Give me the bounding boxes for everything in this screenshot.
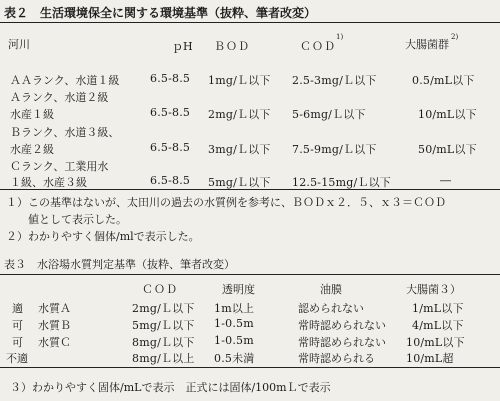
oil-film-value: 常時認められる bbox=[298, 352, 375, 365]
table2-header-coliform-note: 2) bbox=[451, 33, 459, 41]
coliform-value: 10/mL超 bbox=[406, 352, 454, 365]
cod-value: 2mg/Ｌ以下 bbox=[132, 302, 195, 315]
transparency-value: 1m以上 bbox=[214, 302, 255, 315]
ph-value: 6.5-8.5 bbox=[150, 174, 191, 187]
judgement-label: 不適 bbox=[6, 352, 28, 365]
transparency-value: 1-0.5m bbox=[214, 334, 254, 347]
water-quality-label: 水質Ａ bbox=[38, 302, 71, 315]
table2-bottom-rule bbox=[0, 189, 500, 190]
cod-value: 8mg/Ｌ以下 bbox=[132, 336, 195, 349]
judgement-label: 適 bbox=[12, 302, 23, 315]
table3-header-cod: ＣＯＤ bbox=[142, 283, 178, 296]
cod-value: 7.5-9mg/Ｌ以下 bbox=[292, 143, 377, 156]
coliform-value: 4/mL以下 bbox=[412, 319, 464, 332]
transparency-value: 0.5未満 bbox=[214, 352, 255, 365]
ph-value: 6.5-8.5 bbox=[150, 72, 191, 85]
river-class-label-line2: １級、水産３級 bbox=[10, 176, 87, 189]
table2-header-cod: ＣＯＤ bbox=[300, 40, 336, 53]
table2-note: 値として表示した。 bbox=[6, 213, 127, 226]
table3-top-rule bbox=[0, 274, 500, 275]
coliform-value: 0.5/mL以下 bbox=[412, 74, 475, 87]
cod-value: 5-6mg/Ｌ以下 bbox=[292, 108, 366, 121]
coliform-value: ― bbox=[440, 174, 451, 187]
cod-value: 2.5-3mg/Ｌ以下 bbox=[292, 74, 377, 87]
cod-value: 12.5-15mg/Ｌ以下 bbox=[292, 176, 391, 189]
table3-bottom-rule bbox=[0, 367, 500, 368]
river-class-label: Ａランク、水道２級 bbox=[10, 91, 109, 104]
table2-header-cod-note: 1) bbox=[336, 33, 344, 41]
river-class-label-line2: 水産２級 bbox=[10, 143, 54, 156]
coliform-value: 10/mL以下 bbox=[418, 108, 477, 121]
coliform-value: 1/mL以下 bbox=[412, 302, 464, 315]
table3-header-oil: 油膜 bbox=[320, 283, 342, 296]
ph-value: 6.5-8.5 bbox=[150, 106, 191, 119]
table3-title: 表３ 水浴場水質判定基準（抜粋、筆者改変） bbox=[4, 258, 235, 271]
judgement-label: 可 bbox=[12, 319, 23, 332]
river-class-label: Ｃランク、工業用水 bbox=[10, 160, 109, 173]
water-quality-label: 水質Ｂ bbox=[38, 319, 71, 332]
table3-header-coliform: 大腸菌３） bbox=[406, 283, 461, 296]
table2-note: ２）わかりやすく個体/mlで表示した。 bbox=[6, 230, 200, 243]
table3-note: ３）わかりやすく固体/mLで表示 正式には固体/100mＬで表示 bbox=[10, 381, 331, 394]
oil-film-value: 常時認められない bbox=[298, 336, 386, 349]
coliform-value: 10/mL以下 bbox=[406, 336, 465, 349]
table2-header-ph: ｐH bbox=[172, 40, 193, 53]
cod-value: 5mg/Ｌ以下 bbox=[132, 319, 195, 332]
bod-value: 1mg/Ｌ以下 bbox=[208, 74, 271, 87]
table3-header-transparency: 透明度 bbox=[222, 283, 255, 296]
bod-value: 2mg/Ｌ以下 bbox=[208, 108, 271, 121]
table2-title: 表２ 生活環境保全に関する環境基準（抜粋、筆者改変） bbox=[4, 6, 317, 20]
water-quality-label: 水質Ｃ bbox=[38, 336, 71, 349]
coliform-value: 50/mL以下 bbox=[418, 143, 477, 156]
table2-header-bod: ＢＯＤ bbox=[214, 40, 250, 53]
oil-film-value: 認められない bbox=[298, 302, 364, 315]
bod-value: 3mg/Ｌ以下 bbox=[208, 143, 271, 156]
table2-header-coliform: 大腸菌群 bbox=[405, 38, 449, 51]
bod-value: 5mg/Ｌ以下 bbox=[208, 176, 271, 189]
oil-film-value: 常時認められない bbox=[298, 319, 386, 332]
table2-header-river: 河川 bbox=[8, 38, 30, 51]
cod-value: 8mg/Ｌ以上 bbox=[132, 352, 195, 365]
table2-note: １）この基準はないが、太田川の過去の水質例を参考に、ＢＯＤｘ２．５、ｘ３＝ＣＯＤ bbox=[6, 196, 446, 209]
river-class-label: ＡＡランク、水道１級 bbox=[10, 74, 120, 87]
ph-value: 6.5-8.5 bbox=[150, 141, 191, 154]
table2-top-rule bbox=[0, 22, 500, 23]
judgement-label: 可 bbox=[12, 336, 23, 349]
river-class-label-line2: 水産１級 bbox=[10, 108, 54, 121]
transparency-value: 1-0.5m bbox=[214, 317, 254, 330]
river-class-label: Ｂランク、水道３級、 bbox=[10, 126, 120, 139]
